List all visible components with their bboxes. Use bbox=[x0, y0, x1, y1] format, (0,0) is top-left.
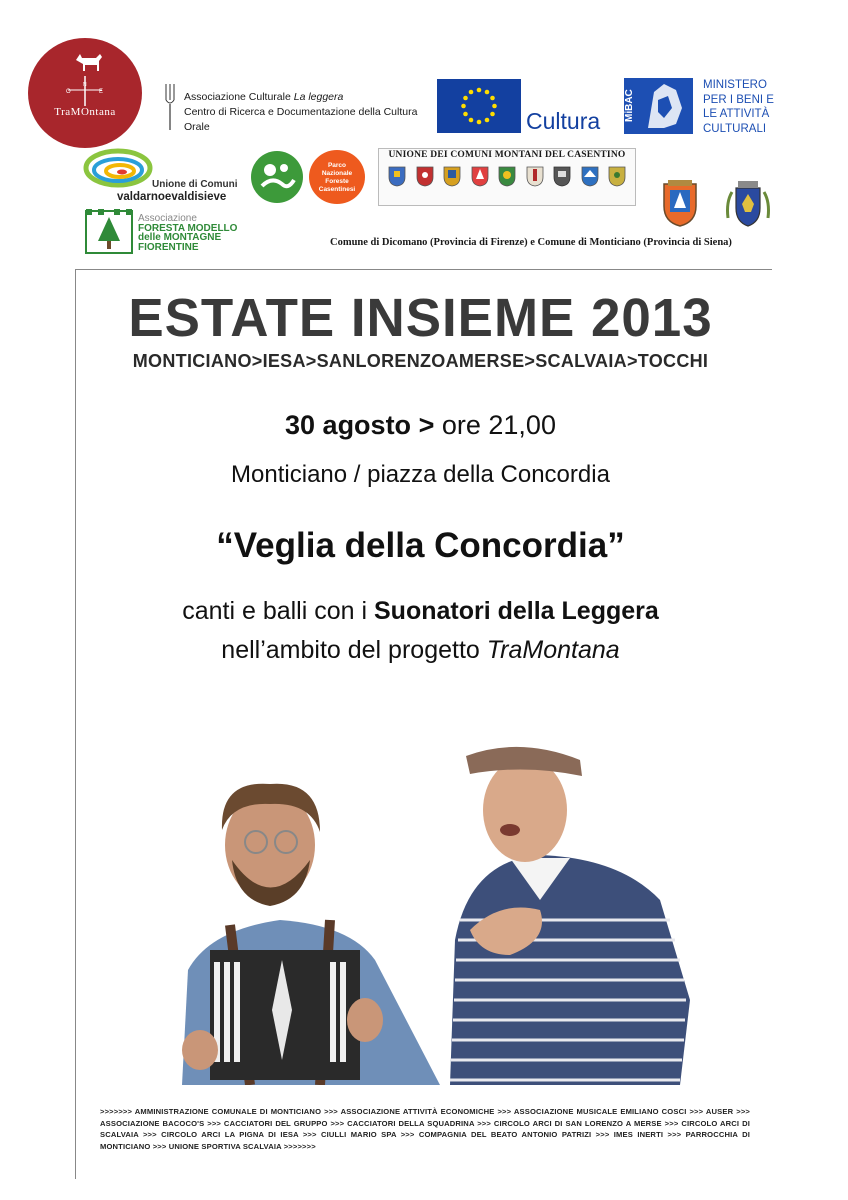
event-date: 30 agosto bbox=[285, 410, 412, 440]
parco-line: Nazionale bbox=[321, 170, 353, 177]
eu-flag-icon bbox=[437, 79, 521, 133]
leggera-name: La leggera bbox=[293, 91, 344, 103]
poster-title: ESTATE INSIEME 2013 bbox=[128, 288, 713, 348]
ministero-line: PER I BENI E bbox=[703, 93, 774, 106]
sponsor-credits: >>>>>>> AMMINISTRAZIONE COMUNALE DI MONTICIANO >>> ASSOCIAZIONE ATTIVITÀ ECONOMICHE >>> ASSOCIAZIONE MUSICALE EMILIANO COSCI >>> AUSER >>> ASSOCIAZIONE BACOCO'S >>> CACCIATORI DEL GRUPPO >>> CACCIATORI DELLA SQUADRINA >>> CIRCOLO ARCI DI SAN LORENZO A MERSE >>> CIRCOLO ARCI DI SCALVAIA >>> CIRCOLO ARCI LA PIGNA DI IESA >>> CIULLI MARIO SPA >>> COMPAGNIA DEL BEATO ANTONIO PATRIZI >>> IMES INERTI >>> PARROCCHIA DI MONTICIANO >>> UNIONE SPORTIVA SCALVAIA >>>>>>> bbox=[100, 1107, 750, 1151]
monticiano-crest-icon bbox=[724, 178, 772, 228]
leggera-line2: Centro di Ricerca e Documentazione della Cultura Orale bbox=[184, 106, 418, 133]
event-time: ore 21,00 bbox=[441, 410, 556, 440]
ministero-line: CULTURALI bbox=[703, 122, 767, 135]
ministero-line: LE ATTIVITÀ bbox=[703, 108, 770, 120]
crest-icon bbox=[385, 165, 409, 201]
casentino-crests bbox=[385, 165, 629, 201]
comuni-line: Comune di Dicomano (Provincia di Firenze) e Comune di Monticiano (Provincia di Siena) bbox=[330, 237, 732, 248]
dicomano-crest-icon bbox=[660, 178, 700, 228]
crest-icon bbox=[440, 165, 464, 201]
mibac-label: MiBAC bbox=[624, 89, 635, 123]
parco-line: Casentinesi bbox=[318, 186, 356, 193]
tramontana-logo bbox=[28, 38, 142, 148]
crest-icon bbox=[605, 165, 629, 201]
parco-line: Parco bbox=[327, 162, 347, 169]
frame-left-rule bbox=[75, 269, 76, 1179]
parco-leaf-logo bbox=[248, 150, 306, 204]
event-date-time bbox=[78, 410, 763, 441]
unione-casentino-logo bbox=[378, 148, 636, 206]
unione-valdarno-logo bbox=[82, 146, 242, 204]
crest-icon bbox=[468, 165, 492, 201]
crest-icon bbox=[550, 165, 574, 201]
ministero-line: MINISTERO bbox=[703, 79, 767, 91]
leggera-text bbox=[184, 90, 432, 135]
foresta-line: FORESTA MODELLO bbox=[138, 222, 238, 234]
event-place: Monticiano / piazza della Concordia bbox=[231, 461, 610, 488]
project-name: TraMontana bbox=[486, 636, 620, 664]
crest-icon bbox=[413, 165, 437, 201]
crest-icon bbox=[495, 165, 519, 201]
musicians-photo bbox=[170, 740, 700, 1085]
foresta-line: FIORENTINE bbox=[138, 241, 199, 253]
tramontana-logo-text: TraMOntana bbox=[54, 106, 116, 118]
foresta-modello-logo bbox=[84, 207, 254, 255]
unione-casentino-title: UNIONE DEI COMUNI MONTANI DEL CASENTINO bbox=[388, 150, 626, 160]
svg-text:O: O bbox=[66, 89, 71, 95]
valdarno-swirl-icon bbox=[82, 146, 154, 190]
tower-tree-icon bbox=[84, 207, 134, 255]
leggera-association bbox=[162, 82, 432, 132]
leaf-animal-icon bbox=[248, 150, 306, 204]
foresta-text bbox=[138, 214, 237, 252]
crest-icon bbox=[578, 165, 602, 201]
fork-icon bbox=[162, 82, 178, 132]
parco-nazionale-badge bbox=[309, 150, 365, 204]
foresta-line: Associazione bbox=[138, 213, 197, 224]
leggera-line1: Associazione Culturale bbox=[184, 91, 294, 103]
event-description-line2 bbox=[78, 636, 763, 665]
crest-icon bbox=[523, 165, 547, 201]
eu-cultura-label: Cultura bbox=[526, 108, 601, 134]
svg-text:E: E bbox=[99, 89, 104, 95]
unione-valdarno-line1: Unione di Comuni bbox=[152, 179, 238, 190]
goat-weathervane-icon bbox=[28, 38, 142, 108]
frame-top-rule bbox=[75, 269, 772, 270]
desc2-prefix: nell’ambito del progetto bbox=[221, 636, 487, 664]
ministero-text bbox=[703, 78, 783, 136]
unione-valdarno-line2: valdarnoevaldisieve bbox=[117, 191, 227, 203]
parco-line: Foreste bbox=[325, 178, 349, 185]
musicians-illustration-icon bbox=[170, 740, 700, 1085]
event-title: “Veglia della Concordia” bbox=[216, 526, 625, 565]
poster-subtitle: MONTICIANO>IESA>SANLORENZOAMERSE>SCALVAIA>TOCCHI bbox=[132, 351, 709, 371]
performers-name: Suonatori della Leggera bbox=[374, 597, 659, 625]
desc1-prefix: canti e balli con i bbox=[182, 597, 374, 625]
foresta-line: delle MONTAGNE bbox=[138, 232, 222, 243]
svg-text:N: N bbox=[83, 82, 87, 88]
event-description-line1 bbox=[78, 597, 763, 626]
date-separator: > bbox=[418, 410, 435, 440]
